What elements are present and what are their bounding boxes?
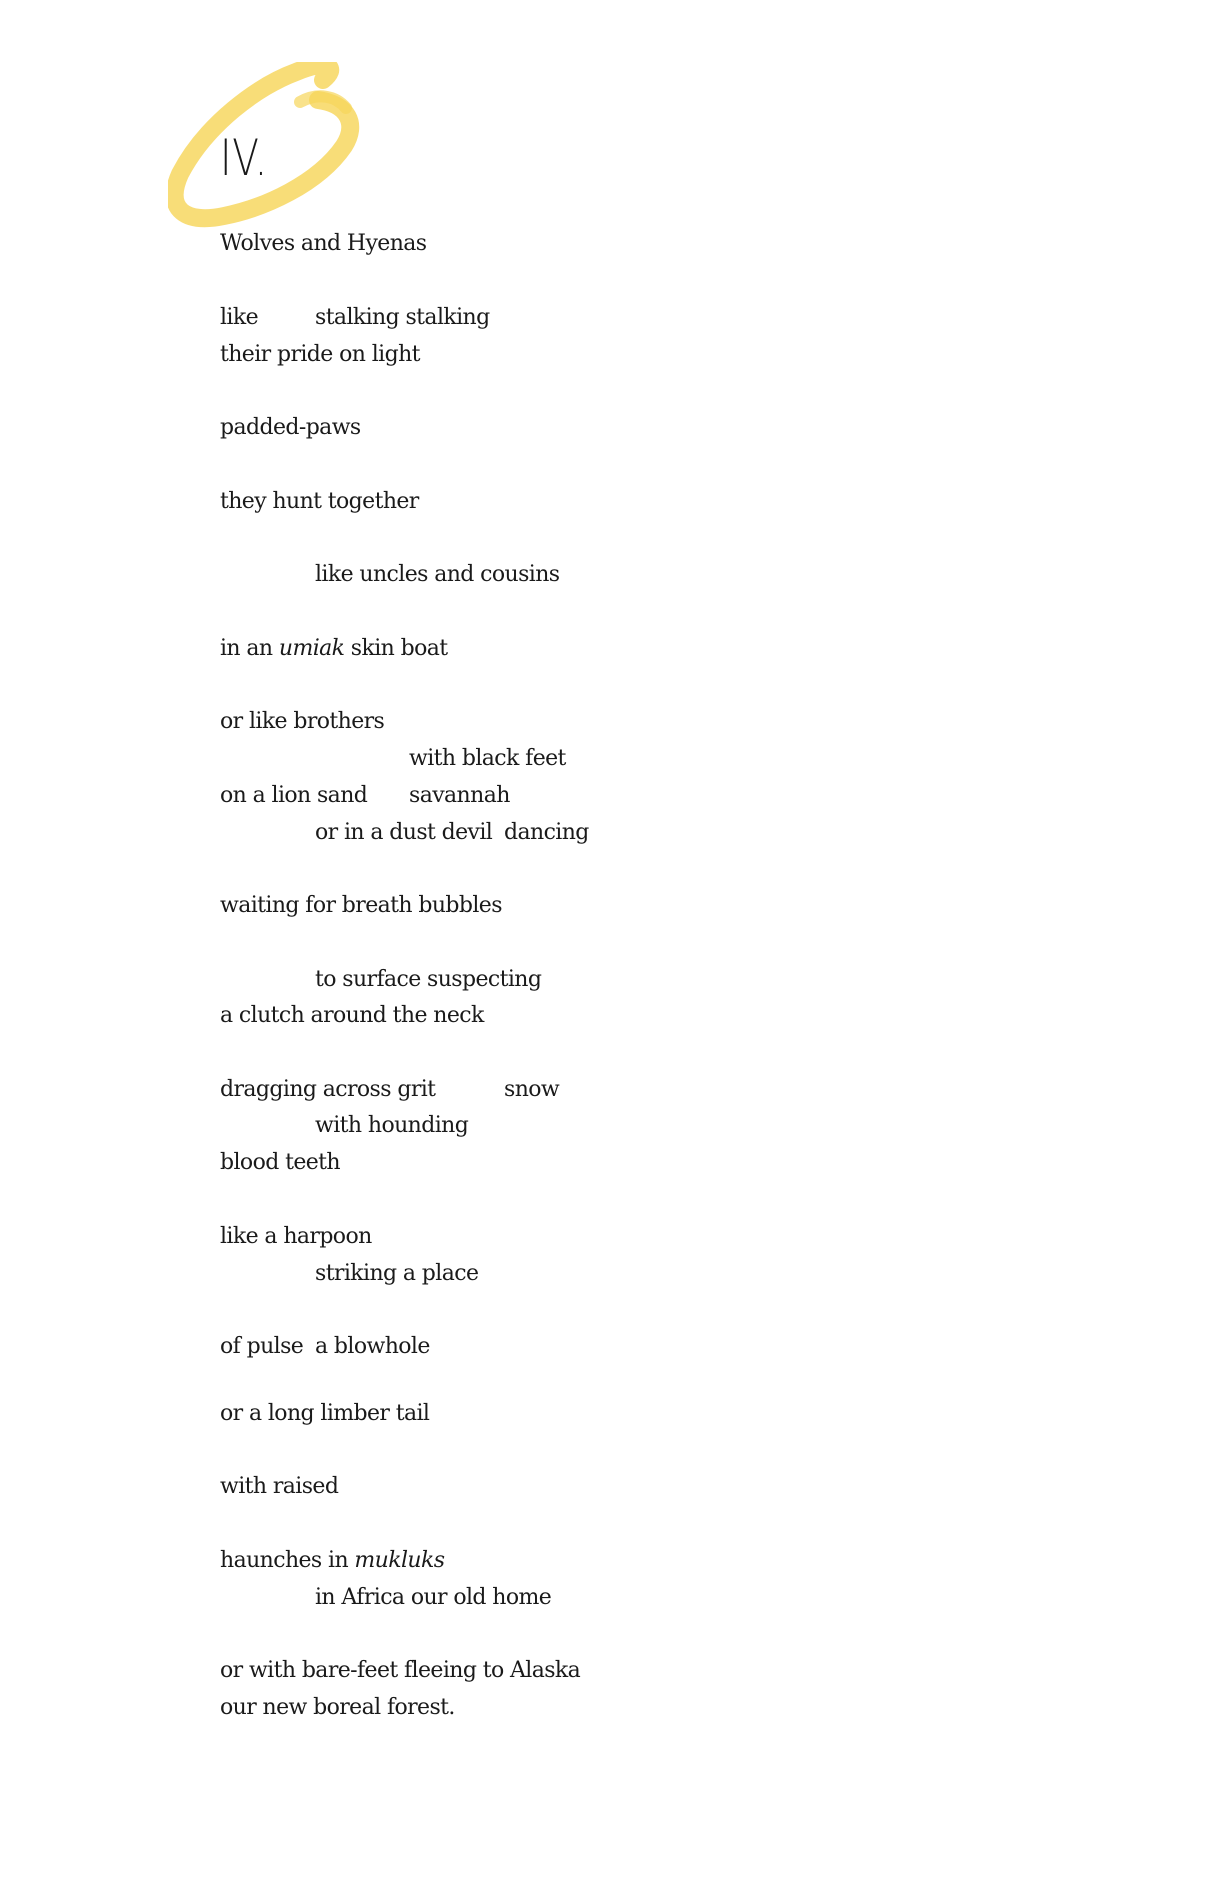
poem-line: with hounding (315, 1113, 469, 1138)
poem-line: their pride on light (220, 342, 420, 367)
poem-line: in Africa our old home (315, 1585, 552, 1610)
poem-line: padded-paws (220, 415, 361, 440)
poem-line (220, 634, 448, 664)
poem-line: like a harpoon (220, 1224, 372, 1249)
poem-line-italic: umiak (278, 636, 345, 661)
poem-line: of pulse (220, 1334, 304, 1359)
poem-line: or like brothers (220, 709, 385, 734)
poem-line: dancing (504, 820, 589, 845)
poem-line: they hunt together (220, 489, 419, 514)
highlight-circle-icon (168, 62, 368, 242)
poem-line: stalking stalking (315, 305, 490, 330)
poem-line: a clutch around the neck (220, 1003, 484, 1028)
poem-line-text: haunches in (220, 1548, 355, 1573)
poem-line: with raised (220, 1474, 339, 1499)
poem-line: to surface suspecting (315, 967, 542, 992)
poem-line: or with bare-feet fleeing to Alaska (220, 1658, 581, 1683)
poem-line: blood teeth (220, 1150, 340, 1175)
poem-line: striking a place (315, 1261, 479, 1286)
poem-line: snow (504, 1077, 560, 1102)
poem-line: like uncles and cousins (315, 562, 560, 587)
poem-line: with black feet (409, 746, 566, 771)
poem-line: like (220, 305, 259, 330)
poem-line: dragging across grit (220, 1077, 436, 1102)
poem-line: a blowhole (315, 1334, 430, 1359)
poem-line: waiting for breath bubbles (220, 893, 502, 918)
poem-line: or in a dust devil (315, 820, 493, 845)
poem-line (220, 1546, 444, 1576)
poem-line: on a lion sand (220, 783, 368, 808)
poem-line: or a long limber tail (220, 1401, 430, 1426)
poem-line-italic: mukluks (354, 1548, 445, 1573)
section-number: IV. (220, 129, 268, 187)
poem-line: savannah (409, 783, 510, 808)
poem-line-text: in an (220, 636, 279, 661)
poem-line: our new boreal forest. (220, 1695, 455, 1720)
poem-line-text: skin boat (344, 636, 448, 661)
poem-title: Wolves and Hyenas (220, 231, 427, 256)
